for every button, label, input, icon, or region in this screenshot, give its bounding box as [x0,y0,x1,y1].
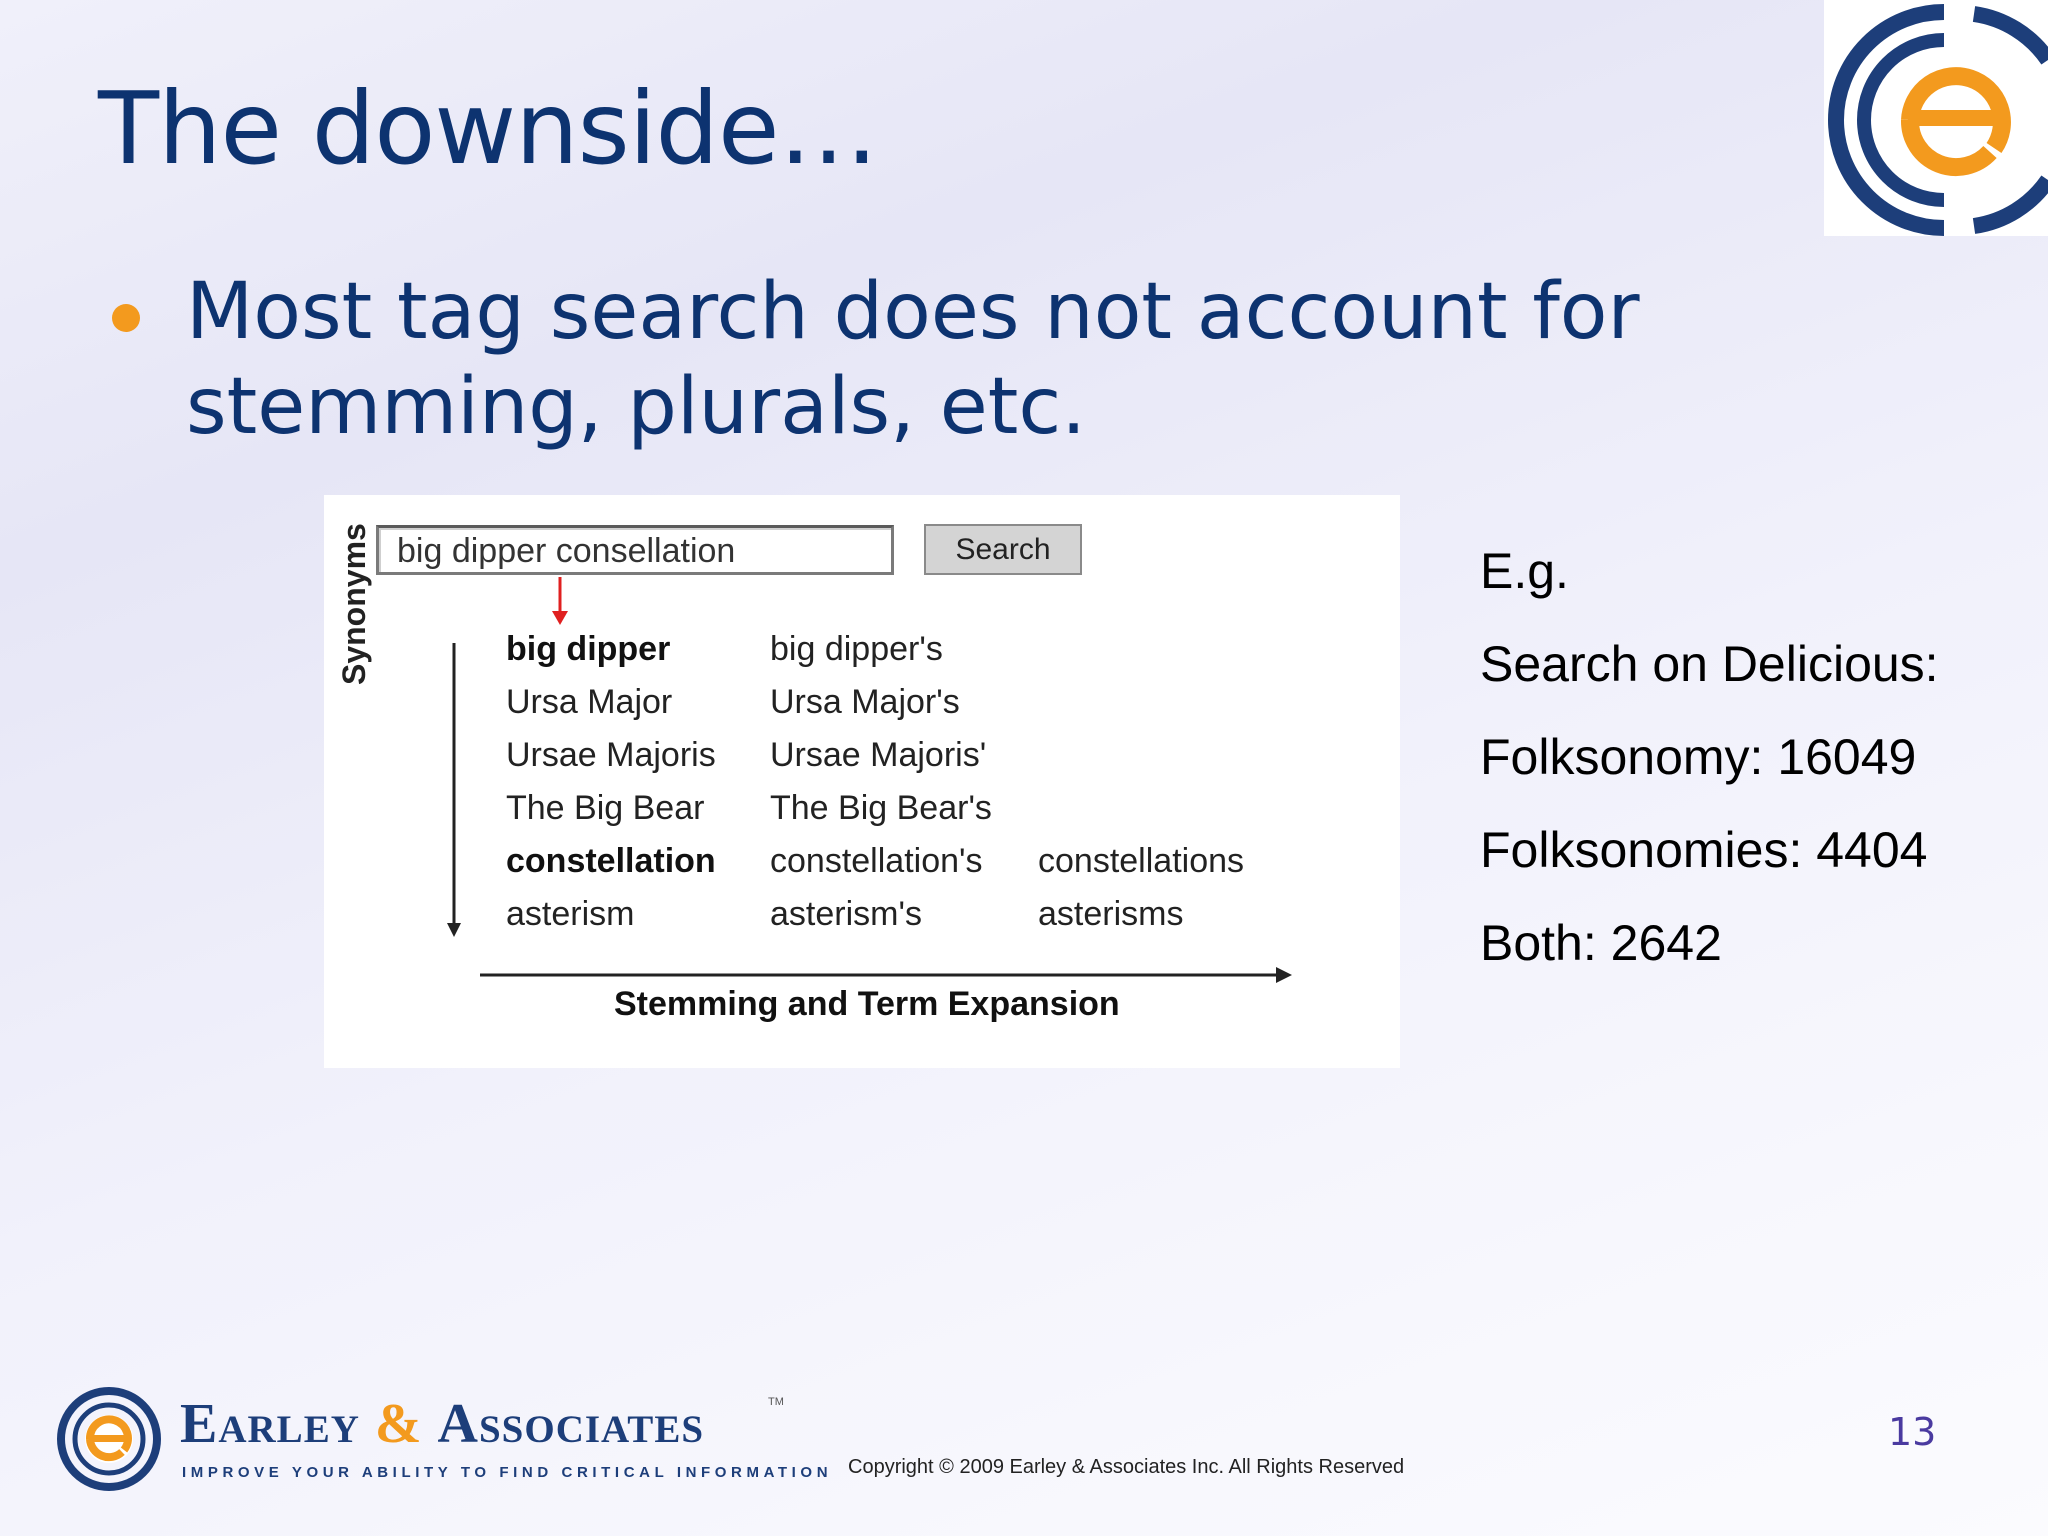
page-number: 13 [1888,1410,1937,1454]
brand-part1: Earley [180,1393,360,1455]
trademark-mark: TM [768,1396,784,1408]
stem-cell: Ursa Major's [770,683,960,721]
search-input-value: big dipper consellation [397,532,736,570]
copyright-notice: Copyright © 2009 Earley & Associates Inc. All Rights Reserved [848,1456,1405,1478]
stem-cell: big dipper's [770,630,943,668]
stem-cell: constellation's [770,842,983,880]
search-button[interactable]: Search [924,524,1082,575]
synonym-cell: Ursa Major [506,683,673,721]
stem-cell: Ursae Majoris' [770,736,987,774]
example-line-folksonomies: Folksonomies: 4404 [1480,822,1928,878]
synonym-cell: big dipper [506,630,671,668]
synonym-cell: Ursae Majoris [506,736,716,774]
stemming-figure [324,495,1400,1068]
brand-name [180,1392,704,1456]
earley-logo-icon [1824,0,2048,236]
expansion-cell: asterisms [1038,895,1184,933]
bullet-text: Most tag search does not account for stemming, plurals, etc. [186,267,1640,452]
figure-arrows [324,495,1400,1068]
synonym-cell: constellation [506,842,716,880]
earley-footer-logo-icon [54,1384,164,1498]
brand-part2: Associates [437,1393,705,1455]
search-input[interactable] [376,525,894,575]
synonym-cell: The Big Bear [506,789,705,827]
slide-title: The downside… [98,70,878,187]
stem-cell: asterism's [770,895,922,933]
brand-tagline: IMPROVE YOUR ABILITY TO FIND CRITICAL INFORMATION [182,1464,833,1481]
synonyms-axis-label: Synonyms [336,523,372,685]
stem-cell: The Big Bear's [770,789,992,827]
expansion-cell: constellations [1038,842,1245,880]
example-heading: E.g. [1480,543,1569,599]
example-line-search: Search on Delicious: [1480,636,1939,692]
stemming-axis-label: Stemming and Term Expansion [614,985,1120,1023]
example-line-both: Both: 2642 [1480,915,1722,971]
bullet-dot-icon [112,304,140,332]
example-line-folksonomy: Folksonomy: 16049 [1480,729,1917,785]
brand-ampersand: & [374,1393,423,1455]
synonym-cell: asterism [506,895,635,933]
